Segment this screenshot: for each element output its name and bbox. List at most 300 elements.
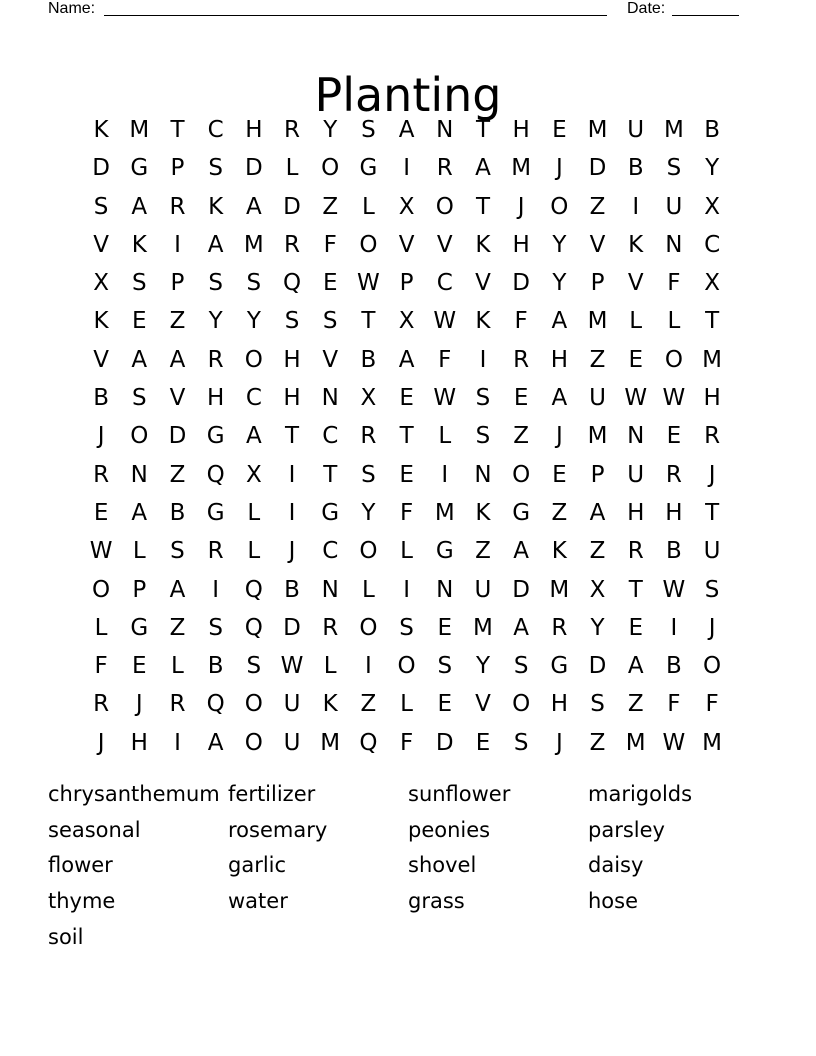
grid-letter: S [513, 729, 529, 756]
grid-letter: R [93, 461, 110, 488]
word-list-item: rosemary [228, 817, 328, 842]
grid-letter: E [322, 270, 338, 297]
grid-letter: T [285, 423, 300, 450]
grid-letter: D [512, 270, 531, 297]
grid-letter: Q [244, 576, 263, 603]
word-list-item: flower [48, 853, 113, 878]
grid-letter: K [475, 499, 491, 526]
word-list [48, 777, 768, 955]
grid-letter: J [708, 461, 716, 488]
grid-letter: S [131, 270, 147, 297]
grid-letter: F [667, 691, 681, 718]
grid-letter: M [663, 117, 684, 143]
grid-letter: C [322, 423, 339, 450]
grid-letter: T [323, 461, 338, 488]
grid-letter: M [625, 729, 646, 756]
grid-letter: V [627, 270, 644, 297]
grid-letter: W [280, 653, 304, 680]
grid-letter: D [588, 653, 607, 680]
grid-letter: E [437, 614, 453, 641]
grid-row [82, 685, 732, 723]
grid-letter: N [436, 117, 454, 143]
grid-letter: G [512, 499, 531, 526]
grid-letter: N [321, 576, 339, 603]
grid-letter: S [513, 653, 529, 680]
date-blank-line [672, 15, 739, 16]
grid-letter: R [513, 346, 530, 373]
grid-letter: E [552, 117, 567, 143]
grid-letter: G [321, 499, 340, 526]
grid-letter: E [437, 691, 453, 718]
grid-row [82, 647, 732, 685]
grid-letter: P [399, 270, 414, 297]
grid-letter: H [245, 117, 263, 143]
grid-letter: T [475, 193, 490, 220]
grid-letter: K [93, 308, 109, 335]
grid-letter: K [131, 231, 147, 258]
grid-letter: R [169, 691, 186, 718]
grid-letter: E [513, 385, 529, 412]
grid-letter: J [135, 691, 143, 718]
grid-letter: G [130, 614, 149, 641]
grid-letter: S [322, 308, 338, 335]
grid-letter: O [359, 538, 378, 565]
grid-letter: L [667, 308, 681, 335]
grid-letter: R [207, 346, 224, 373]
word-list-item: parsley [588, 817, 665, 842]
grid-letter: L [247, 499, 261, 526]
word-list-item: hose [588, 889, 639, 914]
grid-row [82, 609, 732, 647]
grid-letter: V [436, 231, 453, 258]
grid-letter: W [662, 729, 686, 756]
grid-letter: S [590, 691, 605, 718]
grid-letter: O [244, 729, 263, 756]
grid-letter: C [207, 117, 224, 143]
grid-letter: X [589, 576, 606, 603]
grid-row [82, 264, 732, 302]
grid-letter: O [359, 231, 378, 258]
grid-letter: A [551, 308, 568, 335]
grid-letter: B [284, 576, 300, 603]
grid-letter: Y [208, 308, 223, 335]
name-label: Name: [48, 0, 96, 17]
grid-row [82, 188, 732, 226]
word-list-item: chrysanthemum [48, 782, 220, 806]
grid-letter: L [94, 614, 108, 641]
grid-letter: Q [282, 270, 302, 297]
grid-letter: K [628, 231, 644, 258]
grid-letter: S [475, 423, 491, 450]
grid-letter: I [288, 499, 296, 526]
grid-letter: F [514, 308, 528, 335]
grid-letter: Y [590, 614, 605, 641]
grid-letter: R [436, 155, 453, 182]
grid-letter: K [93, 117, 109, 143]
word-list-item: grass [408, 889, 465, 914]
grid-letter: O [512, 461, 531, 488]
grid-letter: E [132, 653, 147, 680]
grid-letter: I [174, 729, 181, 756]
grid-letter: Z [169, 461, 186, 488]
grid-letter: N [474, 461, 492, 488]
grid-letter: I [212, 576, 220, 603]
grid-letter: B [207, 653, 224, 680]
grid-row [82, 571, 732, 609]
grid-letter: M [587, 308, 608, 335]
grid-letter: O [512, 691, 531, 718]
grid-letter: D [512, 576, 531, 603]
grid-row [82, 302, 732, 340]
grid-letter: M [702, 346, 723, 373]
grid-letter: A [513, 538, 530, 565]
grid-letter: T [399, 423, 414, 450]
grid-letter: L [629, 308, 643, 335]
grid-letter: X [704, 193, 720, 220]
grid-letter: F [667, 270, 681, 297]
grid-letter: L [247, 538, 261, 565]
word-list-item: thyme [48, 889, 116, 914]
grid-letter: S [246, 653, 262, 680]
grid-letter: L [285, 155, 299, 182]
grid-letter: D [588, 155, 607, 182]
grid-letter: J [97, 423, 105, 450]
grid-letter: W [624, 385, 648, 412]
grid-letter: E [132, 308, 147, 335]
grid-letter: O [321, 155, 340, 182]
grid-row [82, 111, 732, 149]
grid-letter: G [550, 653, 569, 680]
grid-row [82, 456, 732, 494]
word-list-item: sunflower [408, 782, 511, 806]
grid-letter: J [288, 538, 296, 565]
grid-letter: H [703, 385, 721, 412]
grid-letter: E [475, 729, 491, 756]
grid-letter: F [399, 729, 414, 756]
grid-row [82, 494, 732, 532]
grid-letter: M [434, 499, 455, 526]
grid-letter: P [590, 461, 605, 488]
word-list-item: garlic [228, 853, 287, 878]
grid-letter: R [284, 231, 301, 258]
grid-letter: L [171, 653, 184, 680]
grid-letter: L [132, 538, 146, 565]
grid-letter: C [704, 231, 721, 258]
grid-letter: M [587, 423, 608, 450]
grid-letter: M [511, 155, 532, 182]
header [48, 0, 748, 20]
grid-letter: V [589, 231, 606, 258]
grid-letter: S [437, 653, 453, 680]
grid-letter: O [664, 346, 683, 373]
grid-letter: E [628, 614, 643, 641]
grid-letter: U [474, 576, 492, 603]
grid-letter: A [589, 499, 606, 526]
grid-letter: D [435, 729, 454, 756]
grid-letter: H [512, 231, 530, 258]
grid-letter: P [132, 576, 147, 603]
grid-letter: S [475, 385, 491, 412]
grid-letter: W [433, 385, 457, 412]
grid-letter: I [632, 193, 640, 220]
grid-letter: Z [589, 729, 606, 756]
grid-letter: Y [552, 231, 567, 258]
grid-letter: G [359, 155, 378, 182]
grid-letter: M [587, 117, 608, 143]
grid-letter: I [479, 346, 487, 373]
grid-letter: X [704, 270, 720, 297]
grid-letter: D [92, 155, 110, 182]
grid-letter: Y [475, 653, 490, 680]
grid-letter: S [399, 614, 414, 641]
grid-letter: R [284, 117, 301, 143]
grid-letter: O [244, 691, 263, 718]
grid-letter: V [169, 385, 186, 412]
grid-letter: H [512, 117, 530, 143]
grid-letter: H [550, 691, 568, 718]
grid-letter: R [207, 538, 224, 565]
grid-letter: T [705, 308, 720, 335]
grid-letter: S [666, 155, 682, 182]
grid-row [82, 341, 732, 379]
grid-letter: U [627, 461, 645, 488]
grid-letter: S [284, 308, 300, 335]
grid-row [82, 724, 732, 762]
grid-letter: Y [552, 270, 567, 297]
grid-letter: Z [360, 691, 377, 718]
grid-letter: X [360, 385, 377, 412]
grid-letter: I [365, 653, 372, 680]
grid-letter: F [438, 346, 452, 373]
grid-letter: S [208, 155, 223, 182]
grid-letter: O [550, 193, 569, 220]
grid-letter: A [207, 729, 224, 756]
grid-letter: K [322, 691, 338, 718]
grid-letter: Z [551, 499, 568, 526]
grid-letter: S [170, 538, 185, 565]
grid-row [82, 532, 732, 570]
grid-letter: I [670, 614, 678, 641]
grid-letter: O [244, 346, 263, 373]
grid-letter: S [361, 117, 376, 143]
grid-letter: A [398, 117, 415, 143]
grid-letter: K [475, 308, 491, 335]
grid-letter: Q [244, 614, 263, 641]
grid-letter: Q [359, 729, 378, 756]
grid-letter: J [708, 614, 716, 641]
page-title: Planting [314, 67, 502, 122]
grid-letter: A [551, 385, 568, 412]
grid-letter: R [551, 614, 568, 641]
grid-letter: P [590, 270, 605, 297]
grid-letter: R [322, 614, 339, 641]
grid-letter: Z [589, 538, 606, 565]
grid-letter: Z [589, 346, 606, 373]
grid-letter: J [97, 729, 105, 756]
grid-letter: Z [322, 193, 339, 220]
grid-letter: Y [246, 308, 261, 335]
grid-letter: W [89, 538, 113, 565]
word-list-item: seasonal [48, 817, 141, 842]
grid-letter: T [628, 576, 643, 603]
grid-letter: O [703, 653, 722, 680]
grid-letter: F [399, 499, 414, 526]
grid-letter: N [665, 231, 683, 258]
grid-letter: L [400, 538, 413, 565]
grid-letter: M [473, 614, 493, 641]
grid-letter: W [662, 385, 686, 412]
grid-letter: W [662, 576, 686, 603]
grid-letter: S [246, 270, 262, 297]
letter-grid [82, 111, 732, 762]
grid-letter: T [705, 499, 720, 526]
grid-letter: Y [705, 155, 720, 182]
word-list-item: daisy [588, 853, 644, 878]
grid-letter: S [131, 385, 147, 412]
grid-letter: Y [361, 499, 376, 526]
grid-letter: G [206, 499, 225, 526]
grid-letter: T [170, 117, 185, 143]
grid-letter: Z [169, 614, 186, 641]
grid-letter: S [93, 193, 109, 220]
grid-letter: C [436, 270, 453, 297]
grid-letter: R [93, 691, 110, 718]
grid-letter: L [361, 193, 375, 220]
grid-letter: J [555, 729, 563, 756]
grid-letter: A [513, 614, 530, 641]
grid-letter: E [628, 346, 643, 373]
grid-letter: S [208, 270, 223, 297]
grid-letter: V [322, 346, 339, 373]
grid-letter: Y [323, 117, 338, 143]
grid-letter: H [283, 346, 301, 373]
grid-letter: P [170, 270, 185, 297]
grid-letter: X [398, 308, 415, 335]
grid-letter: A [131, 499, 148, 526]
grid-letter: F [94, 653, 108, 680]
grid-letter: H [550, 346, 568, 373]
grid-letter: B [169, 499, 186, 526]
date-label: Date: [627, 0, 666, 17]
grid-letter: R [169, 193, 186, 220]
word-list-item: shovel [408, 853, 477, 878]
grid-letter: B [666, 653, 682, 680]
grid-letter: N [130, 461, 148, 488]
grid-letter: G [206, 423, 225, 450]
grid-letter: O [359, 614, 378, 641]
grid-letter: A [169, 576, 186, 603]
word-list-item: marigolds [588, 782, 693, 806]
grid-row [82, 149, 732, 187]
grid-letter: M [129, 117, 150, 143]
grid-letter: D [283, 614, 301, 641]
grid-letter: U [283, 691, 301, 718]
grid-letter: H [283, 385, 301, 412]
grid-letter: Q [206, 691, 225, 718]
grid-letter: R [360, 423, 377, 450]
grid-letter: I [288, 461, 296, 488]
grid-letter: T [475, 117, 490, 143]
grid-letter: A [245, 193, 262, 220]
grid-letter: N [627, 423, 645, 450]
grid-letter: R [704, 423, 721, 450]
grid-letter: N [321, 385, 339, 412]
grid-letter: H [627, 499, 645, 526]
grid-letter: B [666, 538, 682, 565]
grid-letter: I [441, 461, 449, 488]
grid-letter: K [551, 538, 567, 565]
grid-letter: R [627, 538, 644, 565]
name-blank-line [104, 15, 607, 16]
grid-letter: A [131, 346, 148, 373]
grid-letter: J [517, 193, 525, 220]
grid-letter: S [361, 461, 376, 488]
word-list-item: water [228, 889, 288, 914]
grid-letter: A [475, 155, 491, 182]
grid-letter: I [403, 576, 410, 603]
grid-letter: C [245, 385, 262, 412]
grid-letter: Z [589, 193, 606, 220]
grid-letter: E [666, 423, 682, 450]
grid-letter: X [398, 193, 415, 220]
grid-letter: V [93, 231, 109, 258]
grid-letter: K [208, 193, 224, 220]
grid-letter: L [361, 576, 375, 603]
grid-letter: V [475, 691, 491, 718]
grid-letter: S [704, 576, 720, 603]
grid-letter: C [322, 538, 339, 565]
grid-row [82, 379, 732, 417]
grid-letter: K [475, 231, 491, 258]
grid-letter: B [93, 385, 109, 412]
grid-letter: M [320, 729, 341, 756]
grid-row [82, 417, 732, 455]
grid-letter: S [208, 614, 223, 641]
grid-letter: V [93, 346, 109, 373]
grid-letter: E [399, 461, 414, 488]
word-list-item: soil [48, 924, 84, 949]
word-list-item: peonies [408, 817, 491, 842]
grid-letter: T [361, 308, 376, 335]
grid-letter: Z [627, 691, 644, 718]
grid-letter: I [403, 155, 410, 182]
grid-letter: O [92, 576, 111, 603]
grid-letter: N [436, 576, 454, 603]
grid-letter: O [130, 423, 149, 450]
grid-letter: L [400, 691, 413, 718]
grid-letter: M [243, 231, 264, 258]
grid-letter: D [244, 155, 263, 182]
grid-letter: A [398, 346, 415, 373]
grid-letter: B [360, 346, 377, 373]
grid-letter: D [168, 423, 187, 450]
grid-letter: F [705, 691, 719, 718]
grid-letter: U [703, 538, 721, 565]
grid-letter: U [627, 117, 645, 143]
grid-letter: Z [513, 423, 530, 450]
grid-letter: E [552, 461, 567, 488]
grid-letter: A [131, 193, 148, 220]
grid-letter: A [169, 346, 186, 373]
grid-letter: R [665, 461, 682, 488]
grid-letter: U [589, 385, 606, 412]
grid-letter: H [665, 499, 683, 526]
grid-letter: O [397, 653, 416, 680]
grid-letter: G [435, 538, 454, 565]
grid-letter: A [245, 423, 262, 450]
grid-letter: M [549, 576, 570, 603]
grid-letter: G [130, 155, 149, 182]
